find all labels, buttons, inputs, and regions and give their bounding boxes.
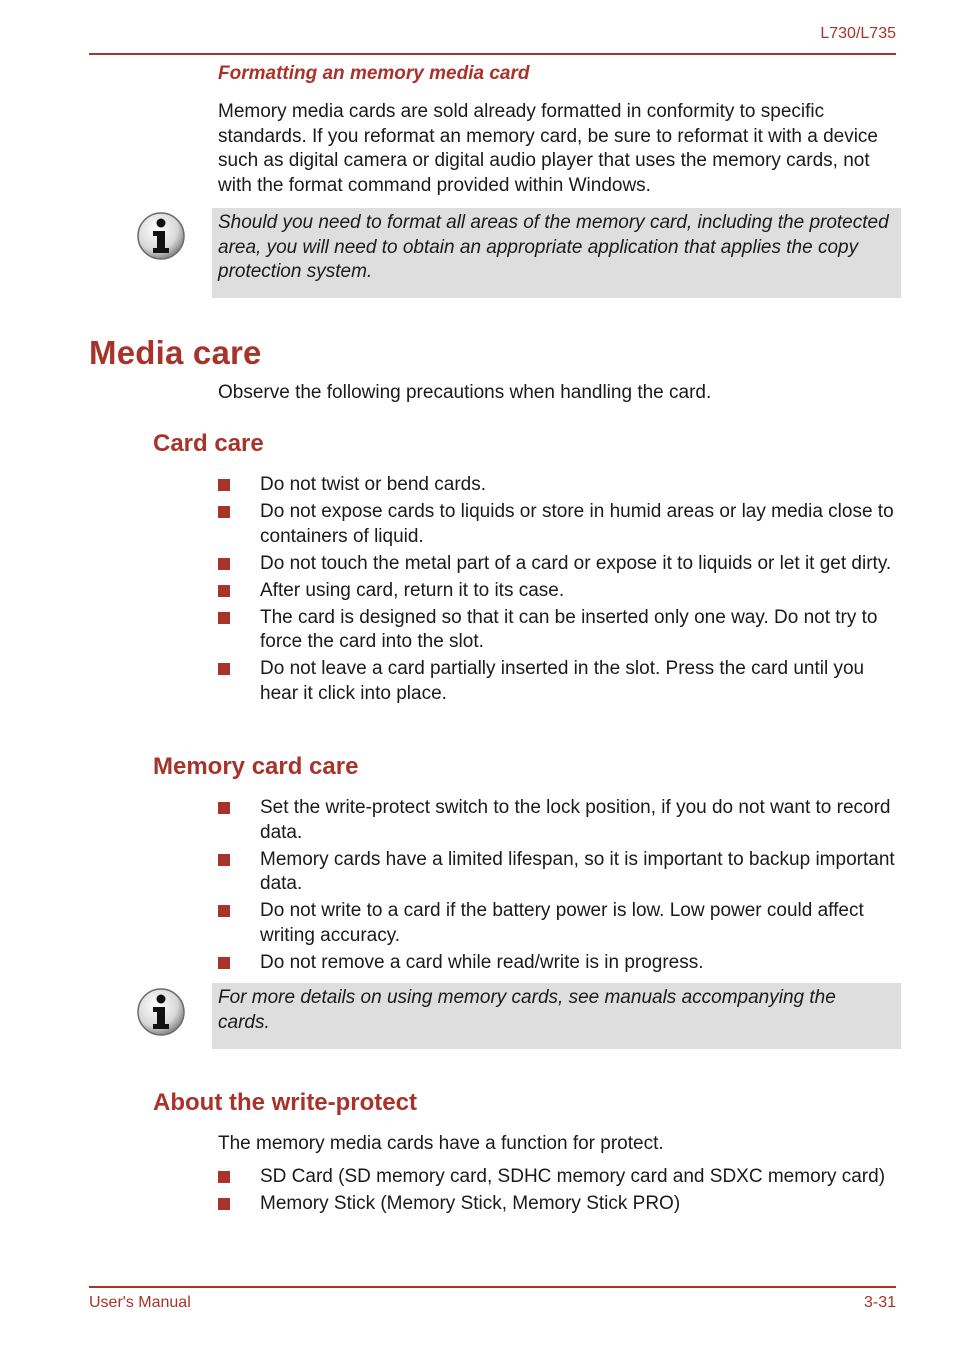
list-item (218, 579, 898, 604)
list-item (218, 606, 898, 655)
memory-card-care-title: Memory card care (153, 753, 359, 780)
bullet-square-icon (218, 905, 230, 917)
write-protect-title: About the write-protect (153, 1089, 417, 1116)
card-care-title: Card care (153, 430, 264, 457)
list-item-text: Set the write-protect switch to the lock position, if you do not want to record data. (260, 797, 891, 843)
list-item (218, 848, 898, 897)
write-protect-list (218, 1165, 898, 1219)
list-item (218, 951, 898, 976)
list-item-text: After using card, return it to its case. (260, 579, 565, 601)
bullet-square-icon (218, 802, 230, 814)
list-item (218, 1192, 898, 1217)
memory-card-care-list (218, 796, 898, 978)
header-model: L730/L735 (820, 25, 896, 42)
bullet-square-icon (218, 957, 230, 969)
list-item-text: Do not twist or bend cards. (260, 474, 486, 495)
list-item (218, 657, 898, 706)
list-item-text: Do not touch the metal part of a card or expose it to liquids or let it get dirty. (260, 552, 892, 574)
bullet-square-icon (218, 506, 230, 518)
bullet-square-icon (218, 663, 230, 675)
bullet-square-icon (218, 585, 230, 597)
formatting-title: Formatting an memory media card (218, 63, 530, 84)
bullet-square-icon (218, 1198, 230, 1210)
list-item-text: Do not leave a card partially inserted in the slot. Press the card until you hear it click into place. (260, 658, 865, 704)
footer-page-number: 3-31 (863, 1294, 896, 1311)
list-item-text: The card is designed so that it can be inserted only one way. Do not try to force the card into the slot. (260, 606, 878, 652)
media-care-intro: Observe the following precautions when handling the card. (218, 382, 712, 403)
bullet-square-icon (218, 854, 230, 866)
list-item (218, 796, 898, 845)
bullet-square-icon (218, 612, 230, 624)
list-item (218, 552, 898, 577)
card-care-list (218, 473, 898, 709)
note-text: Should you need to format all areas of the memory card, including the protected area, you will need to obtain an appropriate application that applies the copy protection system. (218, 212, 889, 282)
bullet-square-icon (218, 558, 230, 570)
footer-rule (89, 1286, 896, 1288)
list-item-text: Memory Stick (Memory Stick, Memory Stick PRO) (260, 1193, 681, 1214)
section-title: Media care (89, 334, 262, 371)
note-box (212, 983, 901, 1049)
list-item (218, 473, 898, 498)
bullet-square-icon (218, 479, 230, 491)
list-item (218, 899, 898, 948)
footer-manual-label: User's Manual (89, 1294, 191, 1311)
note-text: For more details on using memory cards, see manuals accompanying the cards. (218, 987, 836, 1033)
write-protect-intro: The memory media cards have a function for protect. (218, 1133, 664, 1154)
list-item-text: Do not expose cards to liquids or store in humid areas or lay media close to containers of liquid. (260, 501, 894, 547)
bullet-square-icon (218, 1171, 230, 1183)
note-box (212, 208, 901, 298)
list-item-text: Do not write to a card if the battery power is low. Low power could affect writing accuracy. (260, 900, 864, 946)
list-item-text: Do not remove a card while read/write is in progress. (260, 951, 704, 973)
list-item (218, 500, 898, 549)
info-icon (136, 987, 186, 1037)
formatting-paragraph: Memory media cards are sold already formatted in conformity to specific standards. If you reformat an memory card, be sure to reformat it with a device such as digital camera or digital audio player that uses the memory cards, not with the format command provided within Windows. (218, 101, 878, 196)
header-rule (89, 53, 896, 55)
list-item-text: SD Card (SD memory card, SDHC memory card and SDXC memory card) (260, 1166, 886, 1187)
info-icon (136, 211, 186, 261)
list-item (218, 1165, 898, 1190)
list-item-text: Memory cards have a limited lifespan, so it is important to backup important data. (260, 848, 895, 894)
